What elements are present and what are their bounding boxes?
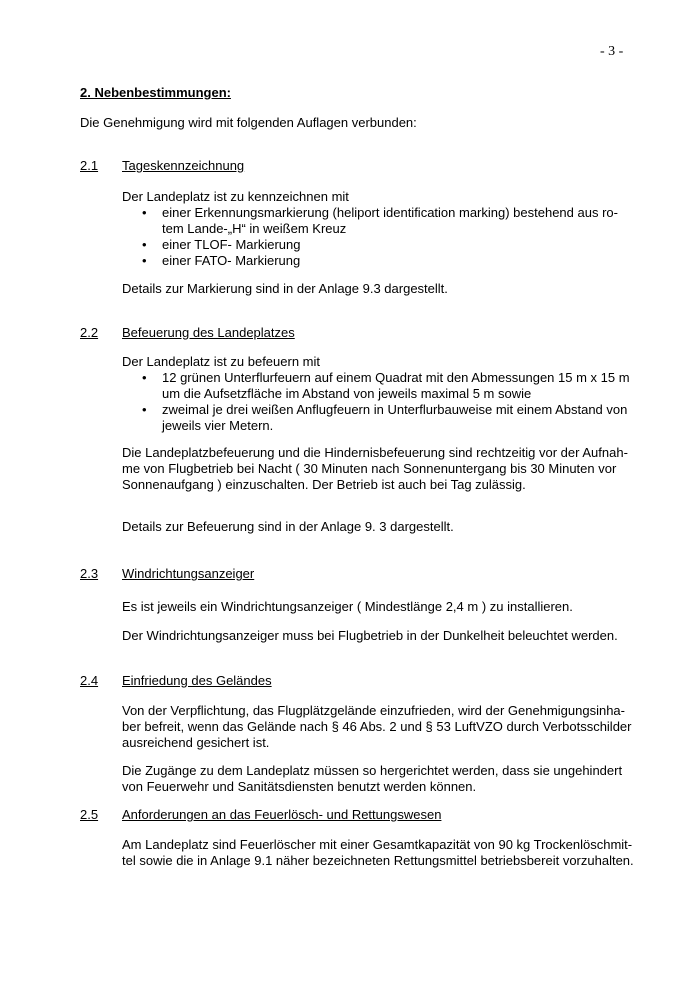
paragraph: Die Zugänge zu dem Landeplatz müssen so hergerichtet werden, dass sie ungehindert von Feuerwehr und Sanitätsdiensten benutzt werden können. (122, 763, 623, 794)
details-text: Details zur Befeuerung sind in der Anlage 9. 3 dargestellt. (122, 519, 454, 534)
list-item: • 12 grünen Unterflurfeuern auf einem Quadrat mit den Abmessungen 15 m x 15 m um die Aufsetzfläche im Abstand von jeweils maximal 5 m sowie (140, 370, 640, 402)
paragraph: Es ist jeweils ein Windrichtungsanzeiger ( Mindestlänge 2,4 m ) zu installieren. (122, 599, 573, 614)
section-title: Anforderungen an das Feuerlösch- und Rettungswesen (122, 807, 442, 822)
section-title: Windrichtungsanzeiger (122, 566, 255, 581)
section-number: 2.3 (80, 566, 99, 581)
section-number: 2.5 (80, 807, 99, 822)
lead-text: Der Landeplatz ist zu kennzeichnen mit (122, 189, 349, 204)
list-item: • einer Erkennungsmarkierung (heliport identification marking) bestehend aus ro- tem Lande-„H“ in weißem Kreuz (140, 205, 640, 237)
paragraph: Die Landeplatzbefeuerung und die Hindernisbefeuerung sind rechtzeitig vor der Aufnah- me von Flugbetrieb bei Nacht ( 30 Minuten nach Sonnenuntergang bis 30 Minuten vor Sonnenaufgang ) einzuschalten. Der Betrieb ist auch bei Tag zulässig. (122, 445, 628, 492)
bullet-list (140, 370, 640, 434)
intro-text: Die Genehmigung wird mit folgenden Auflagen verbunden: (80, 115, 417, 130)
section-number: 2.4 (80, 673, 99, 688)
page-number: - 3 - (600, 44, 624, 59)
section-heading: 2. Nebenbestimmungen: (80, 85, 231, 100)
paragraph: Am Landeplatz sind Feuerlöscher mit einer Gesamtkapazität von 90 kg Trockenlöschmit- tel sowie die in Anlage 9.1 näher bezeichneten Rettungsmittel betriebsbereit vorzuhalten. (122, 837, 634, 868)
section-number: 2.2 (80, 325, 99, 340)
section-title: Einfriedung des Geländes (122, 673, 272, 688)
list-item: • einer FATO- Markierung (140, 253, 640, 269)
section-title: Tageskennzeichnung (122, 158, 245, 173)
section-number: 2.1 (80, 158, 99, 173)
details-text: Details zur Markierung sind in der Anlage 9.3 dargestellt. (122, 281, 448, 296)
list-item: • einer TLOF- Markierung (140, 237, 640, 253)
paragraph: Der Windrichtungsanzeiger muss bei Flugbetrieb in der Dunkelheit beleuchtet werden. (122, 628, 618, 643)
section-title: Befeuerung des Landeplatzes (122, 325, 295, 340)
list-item: • zweimal je drei weißen Anflugfeuern in Unterflurbauweise mit einem Abstand von jeweils vier Metern. (140, 402, 640, 434)
lead-text: Der Landeplatz ist zu befeuern mit (122, 354, 320, 369)
bullet-list (140, 205, 640, 269)
paragraph: Von der Verpflichtung, das Flugplätzgelände einzufrieden, wird der Genehmigungsinha- ber befreit, wenn das Gelände nach § 46 Abs. 2 und § 53 LuftVZO durch Verbotsschilder ausreichend gesichert ist. (122, 703, 632, 750)
